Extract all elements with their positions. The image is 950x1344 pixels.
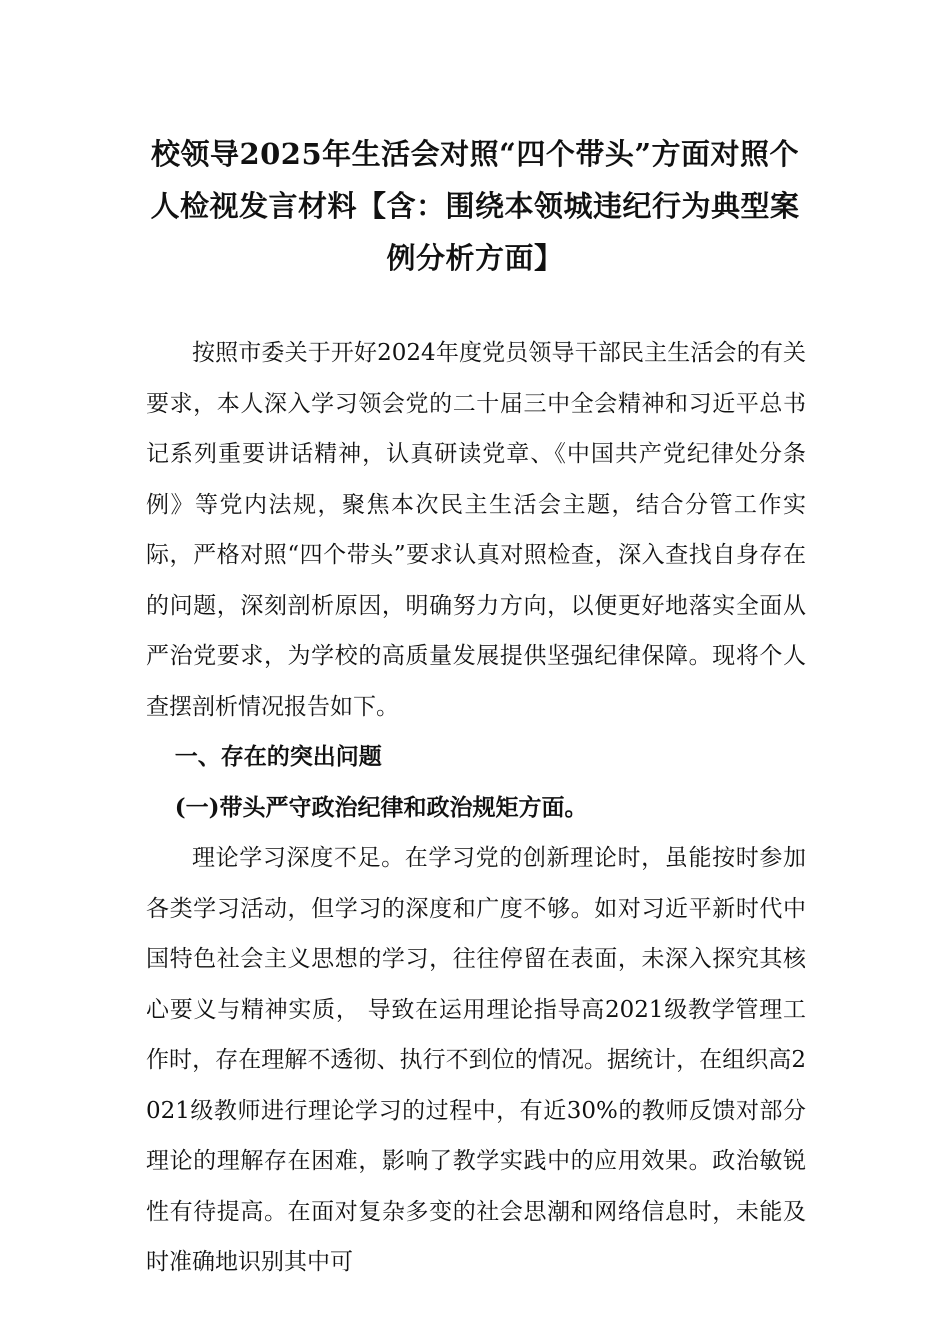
section-heading: 一、存在的突出问题 [174, 743, 382, 770]
body-paragraph: 理论学习深度不足。在学习党的创新理论时，虽能按时参加各类学习活动，但学习的深度和广度不够。如对习近平新时代中国特色社会主义思想的学习，往往停留在表面，未深入探究其核心要义与精神实质， 导致在运用理论指导高2021级教学管理工作时，存在理解不透彻、执行不到位的情况。据统计，在组织高2021级教师进行理论学习的过程中，有近30%的教师反馈对部分理论的理解存在困难，影响了教学实践中的应用效果。政治敏锐性有待提高。在面对复杂多变的社会思潮和网络信息时，未能及时准确地识别其中可 [146, 845, 806, 1275]
intro-paragraph: 按照市委关于开好2024年度党员领导干部民主生活会的有关要求，本人深入学习领会党的二十届三中全会精神和习近平总书记系列重要讲话精神，认真研读党章、《中国共产党纪律处分条例》等党内法规，聚焦本次民主生活会主题，结合分管工作实际，严格对照“四个带头”要求认真对照检查，深入查找自身存在的问题，深刻剖析原因，明确努力方向，以便更好地落实全面从严治党要求，为学校的高质量发展提供坚强纪律保障。现将个人查摆剖析情况报告如下。 [146, 340, 806, 720]
document-title: 校领导2025年生活会对照“四个带头”方面对照个人检视发言材料【含：围绕本领城违纪行为典型案例分析方面】 [150, 137, 800, 275]
subsection-heading: (一)带头严守政治纪律和政治规矩方面。 [174, 793, 588, 821]
document-body [146, 328, 806, 1288]
